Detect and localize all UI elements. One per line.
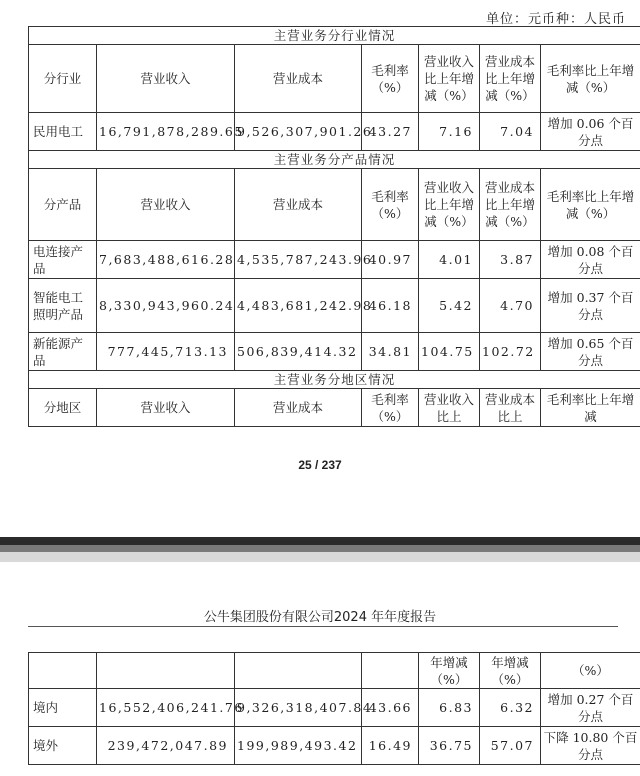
row-rev-change: 104.75 <box>419 333 480 371</box>
header-revenue: 营业收入 <box>97 169 235 241</box>
header-cost-change: 营业成本比上年增减（%） <box>480 45 541 113</box>
header-rev-change-part2: 年增减（%） <box>419 653 480 689</box>
header-margin-change: 毛利率比上年增减（%） <box>541 45 640 113</box>
row-name: 境内 <box>29 689 97 727</box>
header-cost-change: 营业成本比上年增减（%） <box>480 169 541 241</box>
row-name: 电连接产品 <box>29 241 97 279</box>
row-cost-change: 4.70 <box>480 279 541 333</box>
header-cost-change-part2: 年增减（%） <box>480 653 541 689</box>
section-row-region <box>29 371 640 389</box>
region-table-continued <box>28 652 640 765</box>
table-row <box>29 333 640 371</box>
header-margin: 毛利率（%） <box>362 389 419 427</box>
report-header: 公牛集团股份有限公司2024 年年度报告 <box>203 610 437 625</box>
row-margin-change: 下降 10.80 个百分点 <box>541 727 640 765</box>
header-row-region <box>29 389 640 427</box>
header-margin-change: 毛利率比上年增减（%） <box>541 169 640 241</box>
row-cost-change: 57.07 <box>480 727 541 765</box>
row-cost-change: 3.87 <box>480 241 541 279</box>
header-revenue: 营业收入 <box>97 389 235 427</box>
row-cost: 4,535,787,243.96 <box>235 241 362 279</box>
row-margin-change: 增加 0.37 个百分点 <box>541 279 640 333</box>
row-margin-change: 增加 0.27 个百分点 <box>541 689 640 727</box>
table-row <box>29 727 640 765</box>
section-title-region: 主营业务分地区情况 <box>29 371 640 389</box>
row-revenue: 16,552,406,241.76 <box>97 689 235 727</box>
header-region: 分地区 <box>29 389 97 427</box>
row-name: 新能源产品 <box>29 333 97 371</box>
header-margin-change-part1: 毛利率比上年增减 <box>541 389 640 427</box>
header-rev-change: 营业收入比上年增减（%） <box>419 169 480 241</box>
header-cost-change-part1: 营业成本比上 <box>480 389 541 427</box>
header-margin-change-part2: （%） <box>541 653 640 689</box>
row-revenue: 7,683,488,616.28 <box>97 241 235 279</box>
row-cost: 506,839,414.32 <box>235 333 362 371</box>
page-separator <box>0 537 640 545</box>
header-rule <box>28 626 618 627</box>
header-product: 分产品 <box>29 169 97 241</box>
page-gap <box>0 552 640 562</box>
header-revenue: 营业收入 <box>97 45 235 113</box>
header-industry: 分行业 <box>29 45 97 113</box>
header-rev-change-part1: 营业收入比上 <box>419 389 480 427</box>
row-margin: 46.18 <box>362 279 419 333</box>
table-row <box>29 113 640 151</box>
row-cost-change: 7.04 <box>480 113 541 151</box>
row-revenue: 777,445,713.13 <box>97 333 235 371</box>
row-margin: 43.66 <box>362 689 419 727</box>
row-rev-change: 4.01 <box>419 241 480 279</box>
header-rev-change: 营业收入比上年增减（%） <box>419 45 480 113</box>
row-margin: 43.27 <box>362 113 419 151</box>
table-row <box>29 279 640 333</box>
header-row-industry <box>29 45 640 113</box>
header-row-product <box>29 169 640 241</box>
row-margin: 16.49 <box>362 727 419 765</box>
unit-label: 单位：元币种：人民币 <box>485 12 626 27</box>
header-margin: 毛利率（%） <box>362 45 419 113</box>
row-cost: 9,526,307,901.26 <box>235 113 362 151</box>
row-cost: 9,326,318,407.84 <box>235 689 362 727</box>
header-row-continued <box>29 653 640 689</box>
row-rev-change: 6.83 <box>419 689 480 727</box>
section-row-product <box>29 151 640 169</box>
row-margin-change: 增加 0.06 个百分点 <box>541 113 640 151</box>
table-row <box>29 689 640 727</box>
row-revenue: 8,330,943,960.24 <box>97 279 235 333</box>
row-name: 智能电工照明产品 <box>29 279 97 333</box>
table-row <box>29 241 640 279</box>
row-revenue: 239,472,047.89 <box>97 727 235 765</box>
row-cost-change: 102.72 <box>480 333 541 371</box>
row-name: 境外 <box>29 727 97 765</box>
row-cost: 199,989,493.42 <box>235 727 362 765</box>
row-revenue: 16,791,878,289.65 <box>97 113 235 151</box>
header-cost: 营业成本 <box>235 169 362 241</box>
header-cost: 营业成本 <box>235 389 362 427</box>
header-margin: 毛利率（%） <box>362 169 419 241</box>
main-business-table <box>28 26 640 427</box>
header-cost: 营业成本 <box>235 45 362 113</box>
row-name: 民用电工 <box>29 113 97 151</box>
row-margin-change: 增加 0.65 个百分点 <box>541 333 640 371</box>
row-rev-change: 36.75 <box>419 727 480 765</box>
row-rev-change: 5.42 <box>419 279 480 333</box>
section-row-industry <box>29 27 640 45</box>
row-cost-change: 6.32 <box>480 689 541 727</box>
row-margin: 40.97 <box>362 241 419 279</box>
page-number: 25 / 237 <box>298 458 342 472</box>
row-rev-change: 7.16 <box>419 113 480 151</box>
section-title-product: 主营业务分产品情况 <box>29 151 640 169</box>
row-margin-change: 增加 0.08 个百分点 <box>541 241 640 279</box>
row-margin: 34.81 <box>362 333 419 371</box>
row-cost: 4,483,681,242.98 <box>235 279 362 333</box>
page-separator-shadow <box>0 545 640 552</box>
section-title-industry: 主营业务分行业情况 <box>29 27 640 45</box>
